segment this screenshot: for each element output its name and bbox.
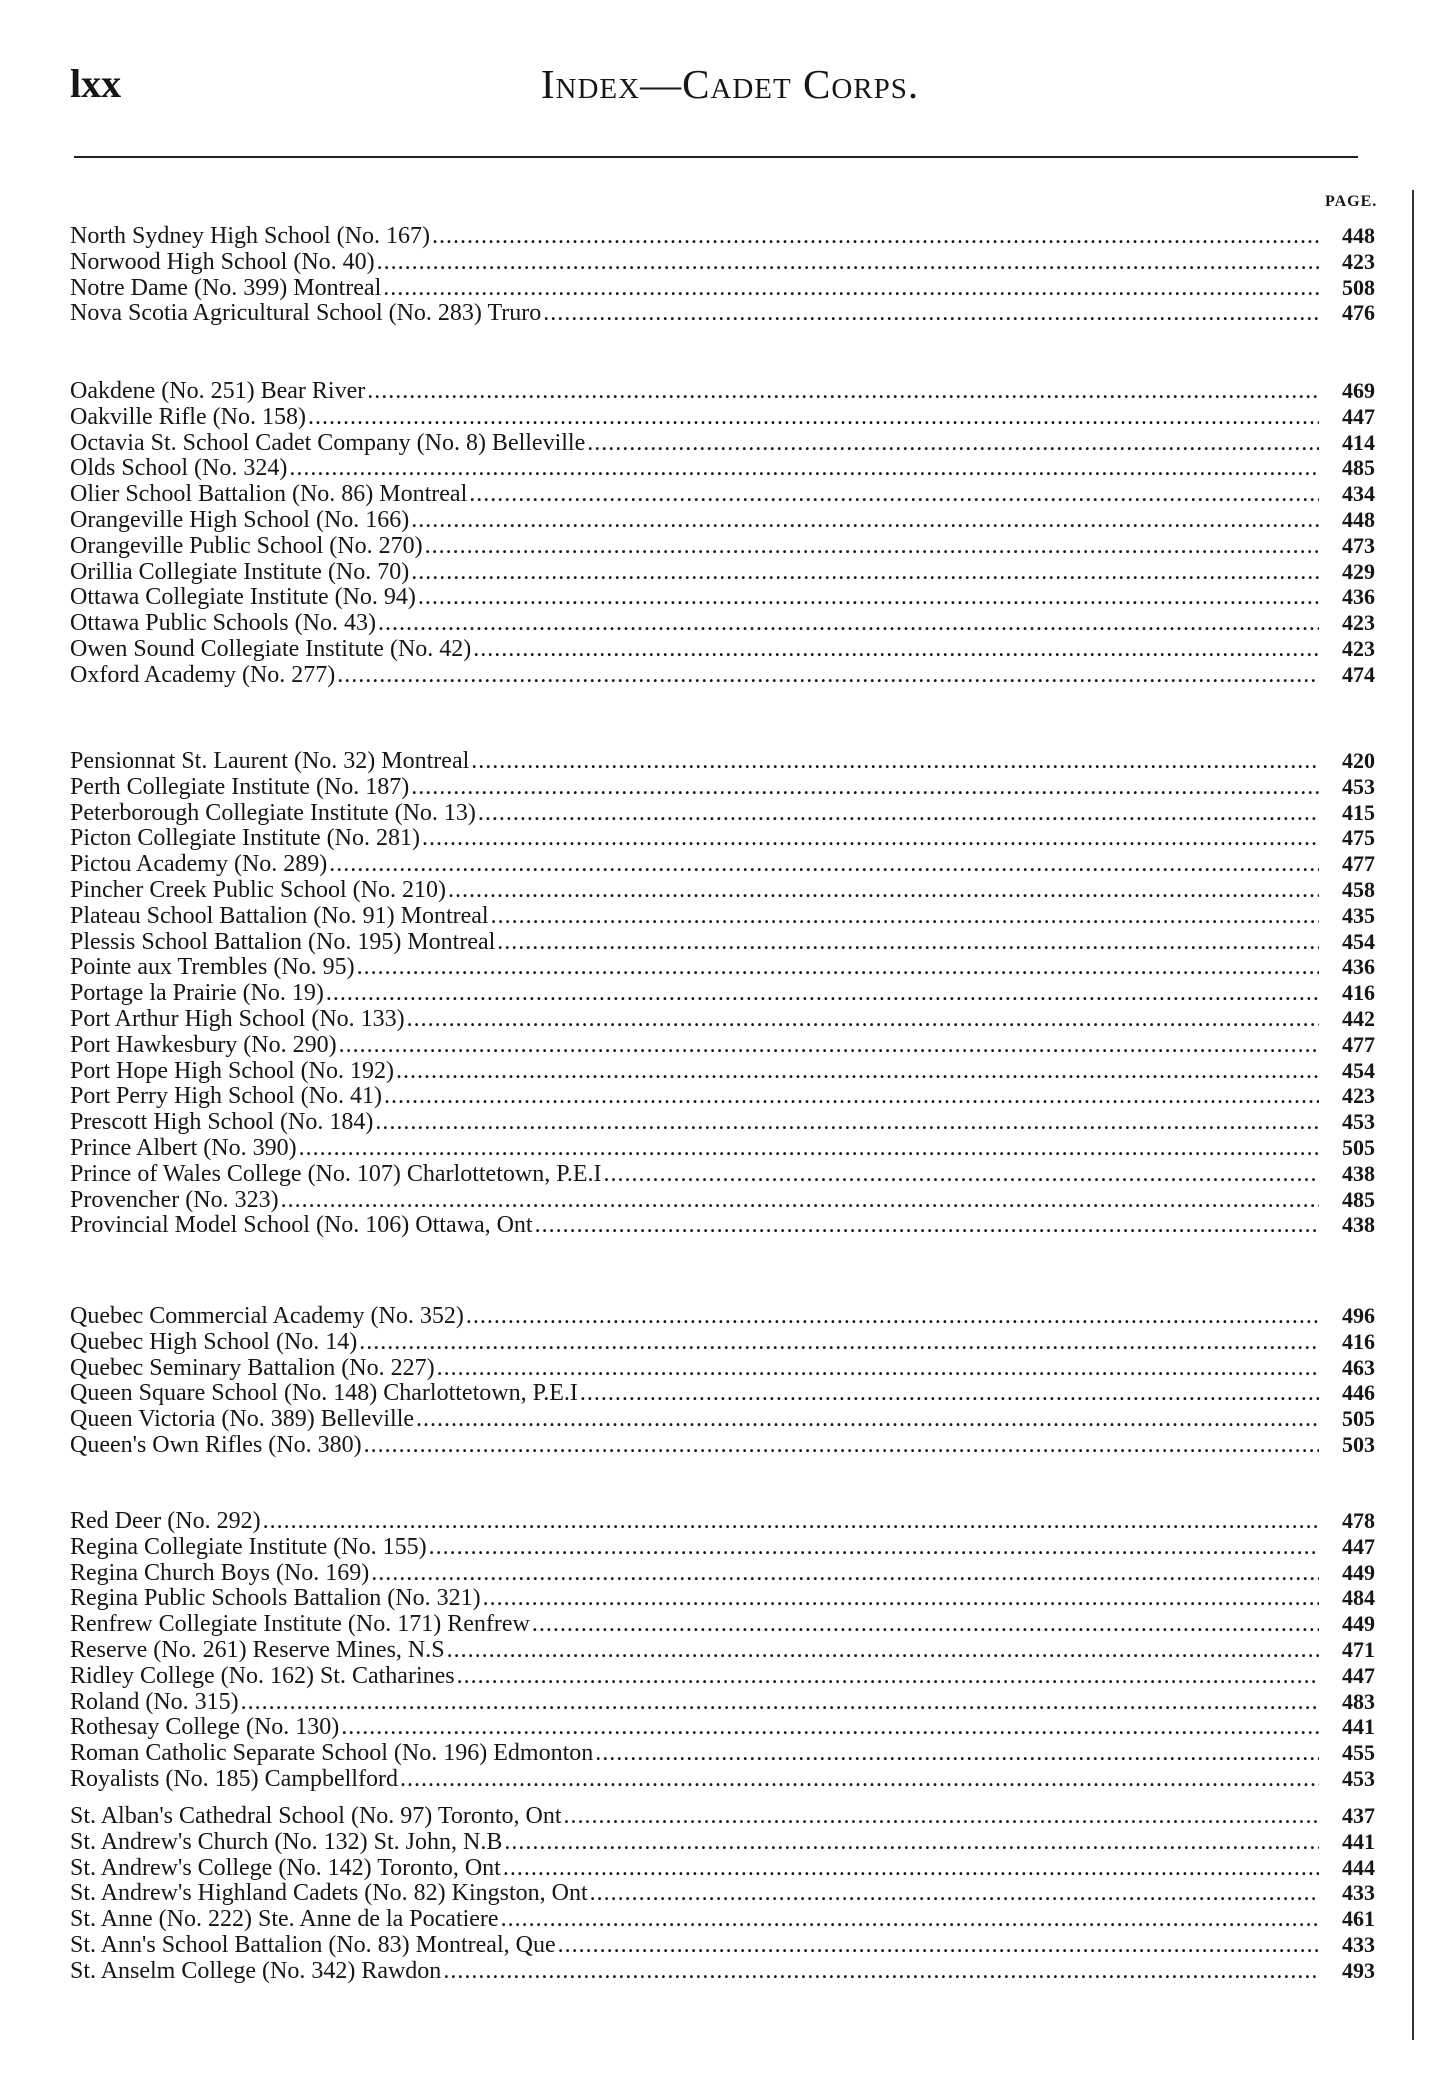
- dot-leader: [471, 749, 1319, 775]
- entry-name: Queen Square School (No. 148) Charlottetown, P.E.I: [70, 1380, 578, 1407]
- entry-name: Port Hope High School (No. 192): [70, 1057, 394, 1084]
- entry-name: Royalists (No. 185) Campbellford: [70, 1765, 398, 1792]
- index-entry: [70, 1740, 1375, 1766]
- index-entry: [70, 1032, 1375, 1058]
- entry-page-number: 434: [1342, 481, 1375, 507]
- entry-page-number: 437: [1342, 1803, 1375, 1828]
- entry-name: Prince Albert (No. 390): [70, 1134, 297, 1161]
- dot-leader: [308, 405, 1319, 431]
- index-entry: [70, 1611, 1375, 1637]
- index-entry: [70, 851, 1375, 877]
- index-entry: [70, 1663, 1375, 1689]
- dot-leader: [241, 1690, 1319, 1716]
- index-entry: [70, 1380, 1375, 1406]
- entry-page-number: 436: [1342, 954, 1375, 980]
- entry-name: Port Arthur High School (No. 133): [70, 1005, 405, 1032]
- entry-page-number: 447: [1342, 403, 1375, 429]
- entry-name: Regina Public Schools Battalion (No. 321): [70, 1585, 481, 1612]
- entry-name: Norwood High School (No. 40): [70, 248, 375, 275]
- dot-leader: [447, 1638, 1319, 1664]
- index-entry: [70, 1058, 1375, 1084]
- entry-name: Provincial Model School (No. 106) Ottawa, Ont: [70, 1212, 533, 1239]
- entry-name: Ottawa Collegiate Institute (No. 94): [70, 584, 416, 611]
- dot-leader: [337, 663, 1319, 689]
- entry-page-number: 423: [1342, 248, 1375, 274]
- entry-page-number: 441: [1342, 1714, 1375, 1740]
- dot-leader: [326, 981, 1319, 1007]
- index-entry: [70, 559, 1375, 585]
- dot-leader: [443, 1959, 1319, 1985]
- index-group: [70, 748, 1375, 1238]
- dot-leader: [466, 1304, 1319, 1330]
- index-entry: [70, 1355, 1375, 1381]
- entry-name: St. Anselm College (No. 342) Rawdon: [70, 1957, 442, 1984]
- dot-leader: [263, 1509, 1319, 1535]
- dot-leader: [478, 801, 1319, 827]
- entry-page-number: 449: [1342, 1559, 1375, 1585]
- entry-page-number: 416: [1342, 980, 1375, 1006]
- entry-name: Olds School (No. 324): [70, 455, 288, 482]
- index-entry: [70, 825, 1375, 851]
- entry-page-number: 420: [1342, 748, 1375, 773]
- dot-leader: [448, 878, 1319, 904]
- index-entry: [70, 1303, 1375, 1329]
- page-title: Index—Cadet Corps.: [540, 61, 920, 107]
- dot-leader: [384, 1084, 1319, 1110]
- dot-leader: [437, 1356, 1319, 1382]
- index-entry: [70, 1855, 1375, 1881]
- index-entry: [70, 1161, 1375, 1187]
- index-entry: [70, 636, 1375, 662]
- entry-page-number: 493: [1342, 1957, 1375, 1983]
- entry-name: Oxford Academy (No. 277): [70, 661, 336, 688]
- entry-name: Plessis School Battalion (No. 195) Montreal: [70, 928, 496, 955]
- entry-page-number: 453: [1342, 1109, 1375, 1135]
- entry-page-number: 429: [1342, 558, 1375, 584]
- index-entry: [70, 1714, 1375, 1740]
- entry-name: St. Andrew's Highland Cadets (No. 82) Kingston, Ont: [70, 1880, 588, 1907]
- dot-leader: [501, 1907, 1319, 1933]
- entry-page-number: 476: [1342, 300, 1375, 326]
- dot-leader: [504, 1830, 1319, 1856]
- entry-page-number: 508: [1342, 274, 1375, 300]
- entry-page-number: 485: [1342, 1186, 1375, 1212]
- dot-leader: [532, 1612, 1319, 1638]
- dot-leader: [411, 775, 1319, 801]
- index-entry: [70, 300, 1375, 326]
- entry-name: Orillia Collegiate Institute (No. 70): [70, 558, 410, 585]
- page-header: [70, 56, 1390, 116]
- index-entry: [70, 455, 1375, 481]
- index-entry: [70, 1803, 1375, 1829]
- entry-page-number: 455: [1342, 1740, 1375, 1766]
- index-entry: [70, 610, 1375, 636]
- dot-leader: [469, 482, 1319, 508]
- entry-name: Ottawa Public Schools (No. 43): [70, 610, 376, 637]
- index-entry: [70, 378, 1375, 404]
- index-entry: [70, 1560, 1375, 1586]
- index-entry: [70, 1406, 1375, 1432]
- entry-name: Port Hawkesbury (No. 290): [70, 1031, 337, 1058]
- index-entry: [70, 980, 1375, 1006]
- index-entry: [70, 1958, 1375, 1984]
- entry-name: Quebec Seminary Battalion (No. 227): [70, 1354, 435, 1381]
- index-entry: [70, 1006, 1375, 1032]
- index-entry: [70, 1766, 1375, 1792]
- entry-name: Prescott High School (No. 184): [70, 1109, 374, 1136]
- entry-name: St. Alban's Cathedral School (No. 97) Toronto, Ont: [70, 1803, 562, 1829]
- entry-name: St. Ann's School Battalion (No. 83) Montreal, Que: [70, 1931, 556, 1958]
- index-entry: [70, 1109, 1375, 1135]
- entry-page-number: 453: [1342, 1765, 1375, 1791]
- index-entry: [70, 929, 1375, 955]
- dot-leader: [375, 1110, 1319, 1136]
- entry-page-number: 477: [1342, 1031, 1375, 1057]
- index-entry: [70, 223, 1375, 249]
- entry-page-number: 447: [1342, 1533, 1375, 1559]
- dot-leader: [429, 1535, 1319, 1561]
- entry-page-number: 446: [1342, 1380, 1375, 1406]
- entry-page-number: 473: [1342, 532, 1375, 558]
- index-entry: [70, 1906, 1375, 1932]
- dot-leader: [432, 224, 1319, 250]
- entry-name: Roland (No. 315): [70, 1688, 239, 1715]
- index-group: [70, 1508, 1375, 1792]
- index-entry: [70, 430, 1375, 456]
- index-entry: [70, 748, 1375, 774]
- entry-name: Queen Victoria (No. 389) Belleville: [70, 1406, 415, 1433]
- index-entry: [70, 481, 1375, 507]
- dot-leader: [580, 1381, 1319, 1407]
- dot-leader: [497, 930, 1319, 956]
- entry-page-number: 461: [1342, 1906, 1375, 1932]
- entry-page-number: 475: [1342, 825, 1375, 851]
- dot-leader: [407, 1007, 1319, 1033]
- entry-page-number: 469: [1342, 378, 1375, 403]
- dot-leader: [425, 534, 1319, 560]
- index-entry: [70, 1932, 1375, 1958]
- entry-name: Regina Church Boys (No. 169): [70, 1559, 370, 1586]
- entry-page-number: 477: [1342, 851, 1375, 877]
- dot-leader: [587, 431, 1319, 457]
- entry-name: Queen's Own Rifles (No. 380): [70, 1431, 362, 1458]
- dot-leader: [491, 904, 1319, 930]
- index-entry: [70, 1534, 1375, 1560]
- index-entry: [70, 404, 1375, 430]
- entry-name: Red Deer (No. 292): [70, 1508, 261, 1534]
- header-rule: [74, 156, 1358, 158]
- entry-page-number: 454: [1342, 1057, 1375, 1083]
- entry-name: Regina Collegiate Institute (No. 155): [70, 1533, 427, 1560]
- index-entry: [70, 800, 1375, 826]
- dot-leader: [473, 637, 1319, 663]
- entry-name: Provencher (No. 323): [70, 1186, 279, 1213]
- entry-page-number: 435: [1342, 902, 1375, 928]
- index-entry: [70, 1829, 1375, 1855]
- index-group: [70, 223, 1375, 326]
- dot-leader: [503, 1856, 1319, 1882]
- dot-leader: [416, 1407, 1319, 1433]
- entry-page-number: 423: [1342, 1083, 1375, 1109]
- entry-page-number: 453: [1342, 773, 1375, 799]
- entry-name: Roman Catholic Separate School (No. 196) Edmonton: [70, 1740, 594, 1767]
- entry-name: Octavia St. School Cadet Company (No. 8) Belleville: [70, 429, 586, 456]
- index-entry: [70, 954, 1375, 980]
- dot-leader: [364, 1433, 1319, 1459]
- entry-page-number: 416: [1342, 1328, 1375, 1354]
- dot-leader: [377, 250, 1319, 276]
- index-entry: [70, 533, 1375, 559]
- entry-name: Quebec High School (No. 14): [70, 1328, 358, 1355]
- entry-page-number: 474: [1342, 661, 1375, 687]
- entry-name: Picton Collegiate Institute (No. 281): [70, 825, 420, 852]
- index-entry: [70, 1637, 1375, 1663]
- index-entry: [70, 774, 1375, 800]
- entry-page-number: 442: [1342, 1005, 1375, 1031]
- entry-name: St. Anne (No. 222) Ste. Anne de la Pocatiere: [70, 1906, 499, 1933]
- dot-leader: [339, 1033, 1319, 1059]
- index-entry: [70, 1083, 1375, 1109]
- entry-page-number: 483: [1342, 1688, 1375, 1714]
- dot-leader: [411, 560, 1319, 586]
- dot-leader: [483, 1586, 1319, 1612]
- dot-leader: [341, 1715, 1319, 1741]
- index-entry: [70, 1432, 1375, 1458]
- index-entry: [70, 275, 1375, 301]
- entry-page-number: 471: [1342, 1636, 1375, 1662]
- entry-page-number: 463: [1342, 1354, 1375, 1380]
- dot-leader: [289, 456, 1319, 482]
- dot-leader: [359, 1330, 1319, 1356]
- index-entry: [70, 1212, 1375, 1238]
- entry-page-number: 436: [1342, 584, 1375, 610]
- entry-name: Ridley College (No. 162) St. Catharines: [70, 1662, 455, 1689]
- entry-page-number: 433: [1342, 1880, 1375, 1906]
- entry-name: Pensionnat St. Laurent (No. 32) Montreal: [70, 748, 470, 774]
- entry-name: Portage la Prairie (No. 19): [70, 980, 324, 1007]
- dot-leader: [595, 1741, 1319, 1767]
- entry-page-number: 448: [1342, 506, 1375, 532]
- dot-leader: [418, 585, 1319, 611]
- dot-leader: [299, 1136, 1319, 1162]
- entry-page-number: 447: [1342, 1662, 1375, 1688]
- entry-name: Reserve (No. 261) Reserve Mines, N.S: [70, 1636, 445, 1663]
- entry-page-number: 448: [1342, 223, 1375, 248]
- entry-name: Pincher Creek Public School (No. 210): [70, 876, 446, 903]
- dot-leader: [422, 826, 1319, 852]
- entry-name: Plateau School Battalion (No. 91) Montreal: [70, 902, 489, 929]
- entry-page-number: 454: [1342, 928, 1375, 954]
- entry-page-number: 414: [1342, 429, 1375, 455]
- index-entry: [70, 1585, 1375, 1611]
- page-number: lxx: [70, 61, 122, 106]
- dot-leader: [400, 1767, 1319, 1793]
- entry-name: Peterborough Collegiate Institute (No. 13): [70, 799, 476, 826]
- adjacent-page-edge: [1412, 190, 1446, 2040]
- entry-page-number: 505: [1342, 1406, 1375, 1432]
- entry-page-number: 415: [1342, 799, 1375, 825]
- entry-page-number: 444: [1342, 1854, 1375, 1880]
- entry-name: St. Andrew's Church (No. 132) St. John, N.B: [70, 1828, 503, 1855]
- entry-page-number: 484: [1342, 1585, 1375, 1611]
- dot-leader: [378, 611, 1319, 637]
- index-entry: [70, 249, 1375, 275]
- dot-leader: [396, 1059, 1319, 1085]
- entry-name: Pointe aux Trembles (No. 95): [70, 954, 355, 981]
- entry-page-number: 496: [1342, 1303, 1375, 1328]
- entry-name: Renfrew Collegiate Institute (No. 171) Renfrew: [70, 1611, 530, 1638]
- entry-page-number: 423: [1342, 635, 1375, 661]
- dot-leader: [543, 301, 1319, 327]
- entry-page-number: 438: [1342, 1160, 1375, 1186]
- index-entry: [70, 903, 1375, 929]
- entry-page-number: 478: [1342, 1508, 1375, 1533]
- dot-leader: [411, 508, 1319, 534]
- dot-leader: [604, 1162, 1319, 1188]
- entry-name: Pictou Academy (No. 289): [70, 851, 328, 878]
- index-entry: [70, 507, 1375, 533]
- page-column-heading: PAGE.: [1325, 193, 1378, 210]
- dot-leader: [383, 276, 1319, 302]
- index-entry: [70, 1689, 1375, 1715]
- entry-page-number: 505: [1342, 1134, 1375, 1160]
- index-group: [70, 378, 1375, 688]
- index-entry: [70, 1135, 1375, 1161]
- entry-name: Perth Collegiate Institute (No. 187): [70, 773, 410, 800]
- entry-page-number: 423: [1342, 610, 1375, 636]
- entry-page-number: 458: [1342, 876, 1375, 902]
- index-entry: [70, 1508, 1375, 1534]
- entry-name: North Sydney High School (No. 167): [70, 223, 430, 249]
- entry-name: Oakdene (No. 251) Bear River: [70, 378, 366, 404]
- entry-name: Rothesay College (No. 130): [70, 1714, 340, 1741]
- dot-leader: [371, 1561, 1319, 1587]
- entry-page-number: 449: [1342, 1611, 1375, 1637]
- index-entry: [70, 1329, 1375, 1355]
- dot-leader: [457, 1664, 1319, 1690]
- index-entry: [70, 877, 1375, 903]
- index-entry: [70, 1880, 1375, 1906]
- dot-leader: [357, 955, 1319, 981]
- entry-page-number: 441: [1342, 1828, 1375, 1854]
- index-group: [70, 1803, 1375, 1984]
- entry-page-number: 433: [1342, 1931, 1375, 1957]
- dot-leader: [564, 1804, 1320, 1830]
- dot-leader: [590, 1881, 1319, 1907]
- entry-name: Owen Sound Collegiate Institute (No. 42): [70, 635, 472, 662]
- index-group: [70, 1303, 1375, 1458]
- entry-name: Oakville Rifle (No. 158): [70, 403, 306, 430]
- entry-name: St. Andrew's College (No. 142) Toronto, Ont: [70, 1854, 501, 1881]
- entry-name: Notre Dame (No. 399) Montreal: [70, 274, 382, 301]
- entry-name: Port Perry High School (No. 41): [70, 1083, 382, 1110]
- entry-page-number: 438: [1342, 1212, 1375, 1238]
- entry-name: Orangeville High School (No. 166): [70, 506, 410, 533]
- entry-name: Olier School Battalion (No. 86) Montreal: [70, 481, 468, 508]
- index-entry: [70, 662, 1375, 688]
- entry-name: Nova Scotia Agricultural School (No. 283) Truro: [70, 300, 542, 327]
- dot-leader: [281, 1188, 1319, 1214]
- dot-leader: [367, 379, 1319, 405]
- index-entry: [70, 1187, 1375, 1213]
- entry-name: Prince of Wales College (No. 107) Charlottetown, P.E.I: [70, 1160, 602, 1187]
- entry-page-number: 503: [1342, 1431, 1375, 1457]
- entry-page-number: 485: [1342, 455, 1375, 481]
- dot-leader: [329, 852, 1319, 878]
- dot-leader: [535, 1213, 1319, 1239]
- entry-name: Quebec Commercial Academy (No. 352): [70, 1303, 464, 1329]
- entry-name: Orangeville Public School (No. 270): [70, 532, 423, 559]
- dot-leader: [558, 1933, 1319, 1959]
- index-entry: [70, 584, 1375, 610]
